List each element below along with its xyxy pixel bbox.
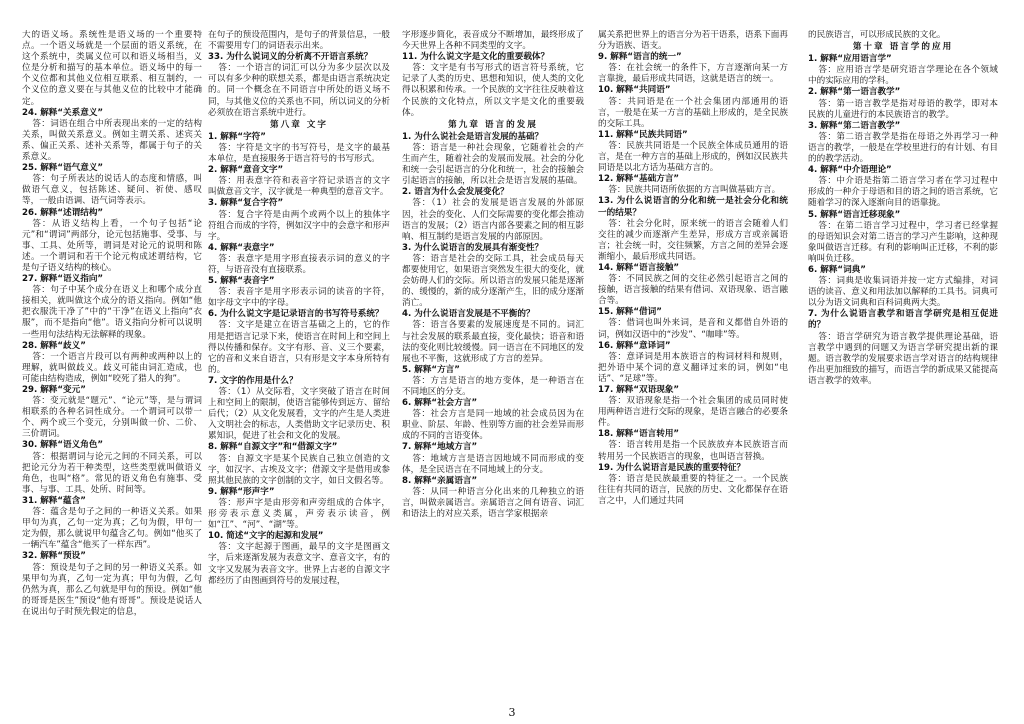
answer-text: 答：从同一种语言分化出来的几种独立的语言，叫做亲属语言。亲属语言之间有语音、词汇和语法上的对应关系，语言学家根据亲 bbox=[402, 486, 584, 520]
question-heading: 30. 解释“语义角色” bbox=[22, 440, 104, 451]
text-column-4 bbox=[598, 30, 788, 702]
question-heading: 11. 为什么说文字是文化的重要载体？ bbox=[402, 52, 550, 63]
answer-text: 答：语言是民族最重要的特征之一。一个民族往往有共同的语言，民族的历史、文化都保存在语言之中，人们通过共同 bbox=[598, 473, 788, 506]
question-heading: 32. 解释“预设” bbox=[22, 551, 86, 562]
answer-text: 答：语言是一种社会现象，它随着社会的产生而产生，随着社会的发展而发展。社会的分化和统一会引起语言的分化和统一，社会的接触会引起语言的接触，所以社会是语言发展的基础。 bbox=[402, 142, 584, 187]
answer-text: 答：预设是句子之间的另一种语义关系。如果甲句为真，乙句一定为真；甲句为假，乙句仍然为真，那么乙句就是甲句的预设。例如“他的哥哥是医生”预设“他有哥哥”。预设是说话人在说出句子时预先假定的信息， bbox=[22, 562, 202, 617]
question-heading: 5. 解释“语言迁移现象” bbox=[808, 209, 901, 220]
chapter-heading: 第九章 语言的发展 bbox=[448, 119, 538, 130]
paragraph-text: 在句子的预设范围内，是句子的背景信息，一般不需要用专门的词语表示出来。 bbox=[208, 30, 390, 52]
text-column-2 bbox=[208, 30, 390, 702]
paragraph-text: 属关系把世界上的语言分为若干语系，语系下面再分为语族、语支。 bbox=[598, 30, 788, 52]
question-heading: 18. 解释“语言转用” bbox=[598, 429, 680, 440]
question-heading: 6. 解释“社会方言” bbox=[402, 398, 478, 409]
question-heading: 8. 解释“亲属语言” bbox=[402, 475, 478, 486]
paragraph-text: 字形逐步简化，表音成分不断增加，最终形成了今天世界上各种不同类型的文字。 bbox=[402, 30, 584, 52]
answer-text: 答：词典是收集词语并按一定方式编排，对词语的读音、意义和用法加以解释的工具书。词典可以分为语文词典和百科词典两大类。 bbox=[808, 276, 998, 309]
answer-text: 答：根据谓词与论元之间的不同关系，可以把论元分为若干种类型，这些类型就叫做语义角色，也叫“格”。常见的语义角色有施事、受事、与事、工具、处所、时间等。 bbox=[22, 451, 202, 495]
answer-text: 答：语言各要素的发展速度是不同的。词汇与社会发展的联系最直接，变化最快；语音和语法的变化则比较缓慢。同一语言在不同地区的发展也不平衡，这就形成了方言的差异。 bbox=[402, 320, 584, 364]
answer-text: 答：从语义结构上看，一个句子包括“论元”和“谓词”两部分，论元包括施事、受事、与事、工具、处所等，谓词是对论元的说明和陈述。一个谓词和若干个论元构成述谓结构，它是句子语义结构的核心。 bbox=[22, 218, 202, 273]
answer-text: 答：借词也叫外来词，是音和义都借自外语的词，例如汉语中的“沙发”、“咖啡”等。 bbox=[598, 318, 788, 340]
question-heading: 5. 解释“方言” bbox=[402, 364, 460, 375]
answer-text: 答：语言学研究为语言教学提供理论基础，语言教学中遇到的问题又为语言学研究提出新的课题。语言教学的发展要求语言学对语言的结构规律作出更加细致的描写，而语言学的新成果又能提高语言教学的效率。 bbox=[808, 331, 998, 386]
question-heading: 7. 为什么说语言教学和语言学研究是相互促进的？ bbox=[808, 309, 998, 331]
answer-text: 答：应用语言学是研究语言学理论在各个领域中的实际应用的学科。 bbox=[808, 65, 998, 87]
answer-text: 答：句子所表达的说话人的态度和情感，叫做语气意义，包括陈述、疑问、祈使、感叹等，一般由语调、语气词等表示。 bbox=[22, 174, 202, 207]
question-heading: 5. 解释“表音字” bbox=[208, 276, 275, 287]
answer-text: 答：（1）从交际看，文字突破了语言在时间上和空间上的限制，使语言能够传到远方、留给后代；（2）从文化发展看，文字的产生是人类进入文明社会的标志，人类借助文字记录历史、积累知识，促进了社会和文化的发展。 bbox=[208, 387, 390, 442]
answer-text: 答：自源文字是某个民族自己独立创造的文字，如汉字、古埃及文字；借源文字是借用或参照其他民族的文字创制的文字，如日文假名等。 bbox=[208, 453, 390, 486]
answer-text: 答：双语现象是指一个社会集团的成员同时使用两种语言进行交际的现象，是语言融合的必要条件。 bbox=[598, 396, 788, 429]
question-heading: 2. 解释“第一语言教学” bbox=[808, 87, 901, 98]
answer-text: 答：地域方言是语言因地域不同而形成的变体，是全民语言在不同地域上的分支。 bbox=[402, 453, 584, 475]
answer-text: 答：文字是有书写形式的语言符号系统，它记录了人类的历史、思想和知识，使人类的文化得以积累和传承。一个民族的文字往往反映着这个民族的文化特点，所以文字是文化的重要载体。 bbox=[402, 63, 584, 118]
question-heading: 27. 解释“语义指向” bbox=[22, 274, 104, 285]
question-heading: 3. 解释“第二语言教学” bbox=[808, 120, 901, 131]
answer-text: 答：表音字是用字形表示词的读音的字符，如字母文字中的字母。 bbox=[208, 287, 390, 309]
question-heading: 4. 解释“表意字” bbox=[208, 242, 275, 253]
question-heading: 1. 为什么说社会是语言发展的基础？ bbox=[402, 131, 544, 142]
answer-text: 答：句子中某个成分在语义上和哪个成分直接相关，就叫做这个成分的语义指向。例如“他把衣服洗干净了”中的“干净”在语义上指向“衣服”，而不是指向“他”。语义指向分析可以说明一些用句法结构无法解释的现象。 bbox=[22, 285, 202, 340]
question-heading: 6. 解释“词典” bbox=[808, 264, 866, 275]
question-heading: 14. 解释“语言接触” bbox=[598, 262, 680, 273]
question-heading: 7. 解释“地域方言” bbox=[402, 442, 478, 453]
answer-text: 答：在社会统一的条件下，方言逐渐向某一方言靠拢，最后形成共同语，这就是语言的统一。 bbox=[598, 63, 788, 85]
answer-text: 答：词语在组合中所表现出来的一定的结构关系，叫做关系意义。例如主谓关系、述宾关系、偏正关系、述补关系等，都属于句子的关系意义。 bbox=[22, 118, 202, 163]
question-heading: 10. 解释“共同语” bbox=[598, 85, 671, 96]
question-heading: 7. 文字的作用是什么？ bbox=[208, 375, 298, 386]
question-heading: 2. 解释“意音文字” bbox=[208, 165, 284, 176]
question-heading: 25. 解释“语气意义” bbox=[22, 163, 104, 174]
question-heading: 29. 解释“变元” bbox=[22, 385, 86, 395]
question-heading: 19. 为什么说语言是民族的重要特征？ bbox=[598, 462, 746, 473]
answer-text: 答：方言是语言的地方变体，是一种语言在不同地区的分支。 bbox=[402, 375, 584, 397]
question-heading: 15. 解释“借词” bbox=[598, 307, 662, 318]
question-heading: 12. 解释“基础方言” bbox=[598, 174, 680, 185]
answer-text: 答：用表意字符和表音字符记录语言的文字叫做意音文字，汉字就是一种典型的意音文字。 bbox=[208, 176, 390, 198]
question-heading: 3. 解释“复合字符” bbox=[208, 198, 284, 209]
answer-text: 答：共同语是在一个社会集团内部通用的语言，一般是在某一方言的基础上形成的，是全民族的交际工具。 bbox=[598, 96, 788, 129]
answer-text: 答：文字起源于图画，最早的文字是图画文字，后来逐渐发展为表意文字、意音文字，有的文字又发展为表音文字。世界上古老的自源文字都经历了由图画到符号的发展过程， bbox=[208, 542, 390, 586]
answer-text: 答：社会方言是同一地域的社会成员因为在职业、阶层、年龄、性别等方面的社会差异而形成的不同的言语变体。 bbox=[402, 409, 584, 442]
answer-text: 答：不同民族之间的交往必然引起语言之间的接触，语言接触的结果有借词、双语现象、语言融合等。 bbox=[598, 274, 788, 307]
paragraph-text: 大的语义场。系统性是语义场的一个重要特点。一个语义场就是一个层面的语义系统，在这个系统中，类属义位可以和语义场相当，义位是分析和描写的基本单位。语义场中的每一个义位都和其他义位相互联系、相互制约，一个义位的意义要在与其他义位的比较中才能确定。 bbox=[22, 30, 202, 107]
answer-text: 答：表意字是用字形直接表示词的意义的字符，与语音没有直接联系。 bbox=[208, 253, 390, 275]
answer-text: 答：字符是文字的书写符号，是文字的最基本单位，是直接服务于语言符号的书写形式。 bbox=[208, 142, 390, 165]
question-heading: 11. 解释“民族共同语” bbox=[598, 129, 688, 140]
answer-text: 答：语言转用是指一个民族放弃本民族语言而转用另一个民族语言的现象，也叫语言替换。 bbox=[598, 440, 788, 462]
answer-text: 答：一个语言的词汇可以分为多少层次以及可以有多少种的联想关系，都是由语言系统决定的。同一个概念在不同语言中所处的语义场不同，与其他义位的关系也不同，所以词义的分析必须放在语言系统中进行。 bbox=[208, 63, 390, 118]
paragraph-text: 的民族语言，可以形成民族的文化。 bbox=[808, 30, 946, 40]
chapter-heading: 第八章 文字 bbox=[270, 119, 328, 130]
answer-text: 答：民族共同语所依据的方言叫做基础方言。 bbox=[608, 185, 781, 196]
answer-text: 答：意译词是用本族语言的构词材料和规则，把外语中某个词的意义翻译过来的词，例如“电话”、“足球”等。 bbox=[598, 351, 788, 384]
question-heading: 17. 解释“双语现象” bbox=[598, 385, 680, 395]
question-heading: 33. 为什么说词义的分析离不开语言系统？ bbox=[208, 52, 373, 63]
text-column-3 bbox=[402, 30, 584, 702]
question-heading: 10. 简述“文字的起源和发展” bbox=[208, 531, 324, 542]
text-column-5 bbox=[808, 30, 998, 702]
answer-text: 答：变元就是“题元”、“论元”等，是与谓词相联系的各种名词性成分。一个谓词可以带一个、两个或三个变元，分别叫做一价、二价、三价谓词。 bbox=[22, 396, 202, 440]
page-number: 3 bbox=[508, 706, 516, 719]
question-heading: 4. 解释“中介语理论” bbox=[808, 165, 892, 176]
answer-text: 答：民族共同语是一个民族全体成员通用的语言，是在一种方言的基础上形成的，例如汉民族共同语是以北方话为基础方言的。 bbox=[598, 140, 788, 174]
answer-text: 答：（1）社会的发展是语言发展的外部原因，社会的变化、人们交际需要的变化都会推动语言的发展；（2）语言内部各要素之间的相互影响、相互制约是语言发展的内部原因。 bbox=[402, 198, 584, 242]
question-heading: 9. 解释“语言的统一” bbox=[598, 52, 682, 63]
answer-text: 答：一个语言片段可以有两种或两种以上的理解，就叫做歧义。歧义可能由词汇造成，也可能由结构造成，例如“咬死了猎人的狗”。 bbox=[22, 351, 202, 384]
question-heading: 4. 为什么说语言发展是不平衡的？ bbox=[402, 309, 535, 320]
question-heading: 1. 解释“应用语言学” bbox=[808, 54, 892, 65]
question-heading: 2. 语言为什么会发展变化？ bbox=[402, 187, 509, 198]
answer-text: 答：形声字是由形旁和声旁组成的合体字，形旁表示意义类属，声旁表示读音，例如“江”、“河”、“湖”等。 bbox=[208, 497, 390, 531]
answer-text: 答：复合字符是由两个或两个以上的独体字符组合而成的字符，例如汉字中的会意字和形声字。 bbox=[208, 209, 390, 242]
answer-text: 答：在第二语言学习过程中，学习者已经掌握的母语知识会对第二语言的学习产生影响，这种现象叫做语言迁移。有利的影响叫正迁移，不利的影响叫负迁移。 bbox=[808, 220, 998, 264]
answer-text: 答：文字是建立在语言基础之上的，它的作用是把语言记录下来，使语言在时间上和空间上得以传播和保存。文字有形、音、义三个要素，它的音和义来自语言，只有形是文字本身所特有的。 bbox=[208, 320, 390, 375]
answer-text: 答：社会分化时，原来统一的语言会随着人们交往的减少而逐渐产生差异，形成方言或亲属语言；社会统一时，交往频繁，方言之间的差异会逐渐缩小，最后形成共同语。 bbox=[598, 218, 788, 262]
answer-text: 答：蕴含是句子之间的一种语义关系。如果甲句为真，乙句一定为真；乙句为假，甲句一定为假，那么就说甲句蕴含乙句。例如“他买了一辆汽车”蕴含“他买了一样东西”。 bbox=[22, 507, 202, 551]
question-heading: 13. 为什么说语言的分化和统一是社会分化和统一的结果？ bbox=[598, 196, 788, 218]
answer-text: 答：第一语言教学是指对母语的教学，即对本民族的儿童进行的本民族语言的教学。 bbox=[808, 98, 998, 120]
answer-text: 答：语言是社会的交际工具，社会成员每天都要使用它，如果语言突然发生很大的变化，就会妨碍人们的交际。所以语言的发展只能是逐渐的、缓慢的，新的成分逐渐产生，旧的成分逐渐消亡。 bbox=[402, 253, 584, 309]
question-heading: 9. 解释“形声字” bbox=[208, 486, 275, 497]
question-heading: 24. 解释“关系意义” bbox=[22, 107, 104, 118]
chapter-heading: 第十章 语言学的应用 bbox=[852, 42, 954, 53]
question-heading: 8. 解释“自源文字”和“借源文字” bbox=[208, 442, 338, 453]
question-heading: 28. 解释“歧义” bbox=[22, 340, 86, 351]
question-heading: 31. 解释“蕴含” bbox=[22, 495, 86, 506]
question-heading: 3. 为什么说语言的发展具有渐变性？ bbox=[402, 242, 544, 253]
text-column-1 bbox=[22, 30, 202, 702]
question-heading: 26. 解释“述谓结构” bbox=[22, 207, 104, 218]
question-heading: 1. 解释“字符” bbox=[208, 131, 266, 142]
question-heading: 6. 为什么说文字是记录语言的书写符号系统？ bbox=[208, 309, 384, 320]
answer-text: 答：中介语是指第二语言学习者在学习过程中形成的一种介于母语和目的语之间的语言系统，它随着学习的深入逐渐向目的语靠拢。 bbox=[808, 176, 998, 209]
question-heading: 16. 解释“意译词” bbox=[598, 340, 671, 351]
answer-text: 答：第二语言教学是指在母语之外再学习一种语言的教学，一般是在学校里进行的有计划、有目的的教学活动。 bbox=[808, 131, 998, 165]
